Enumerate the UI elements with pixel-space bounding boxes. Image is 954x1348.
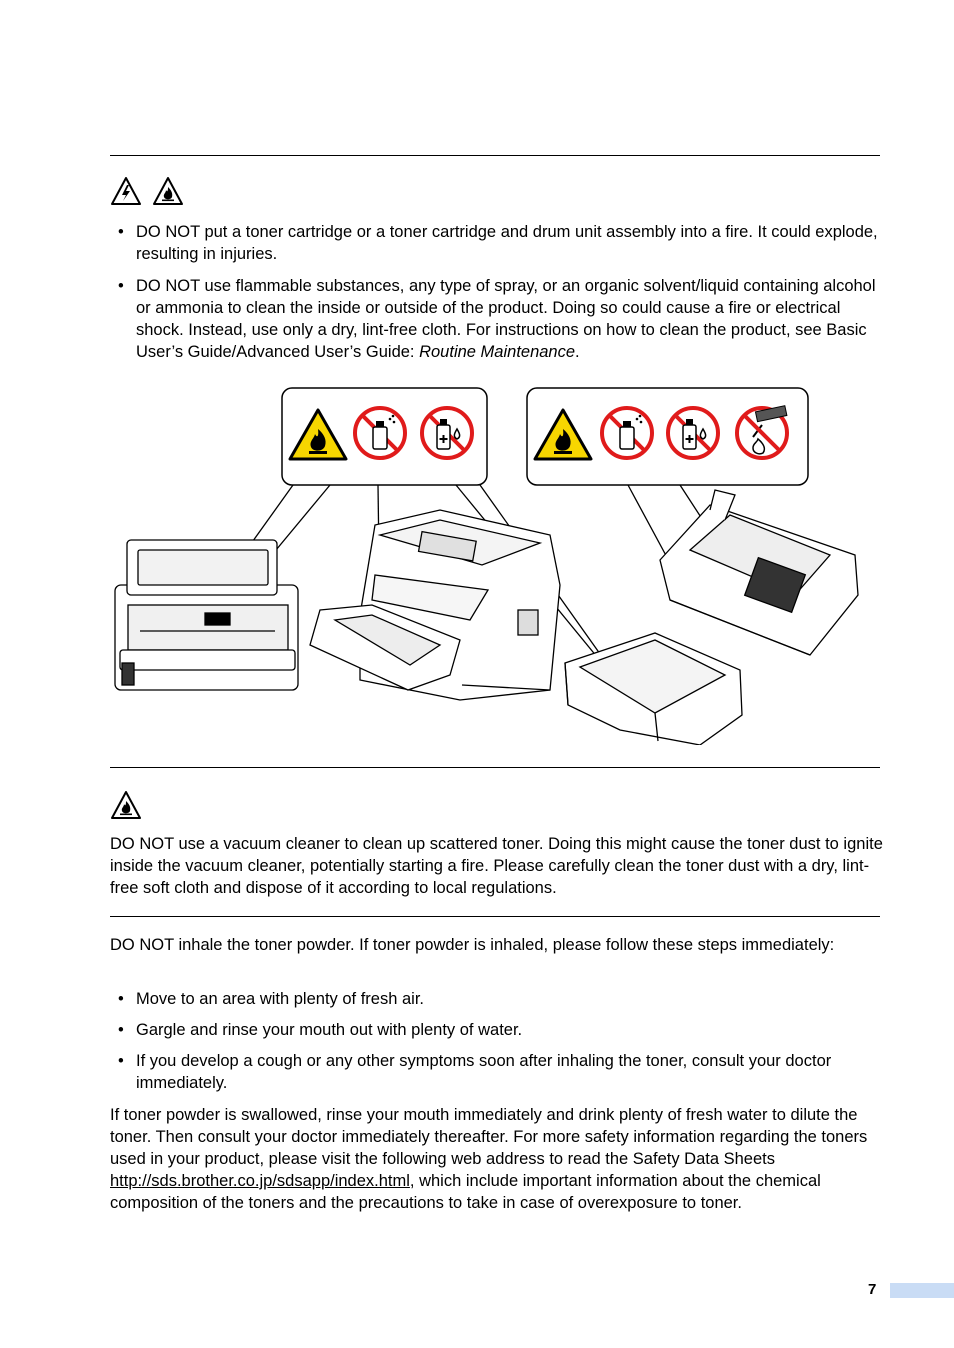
emphasis-text: Routine Maintenance bbox=[419, 343, 576, 361]
no-toner-in-fire-icon bbox=[737, 406, 787, 458]
no-flammable-liquid-icon bbox=[422, 408, 472, 458]
no-spray-icon bbox=[602, 408, 652, 458]
drum-unit-and-toner bbox=[660, 490, 858, 655]
page-number: 7 bbox=[868, 1281, 877, 1298]
list-item bbox=[110, 221, 885, 265]
list-item-text: Gargle and rinse your mouth out with plenty of water. bbox=[136, 1021, 523, 1039]
section-divider bbox=[110, 767, 880, 768]
fire-hazard-icon bbox=[152, 176, 184, 206]
page-tab-accent bbox=[890, 1283, 954, 1298]
fire-hazard-icon bbox=[110, 790, 142, 820]
fire-warning-list bbox=[110, 221, 885, 363]
sds-link[interactable]: http://sds.brother.co.jp/sdsapp/index.html bbox=[110, 1172, 410, 1190]
printer-back-view bbox=[115, 540, 298, 690]
electrical-hazard-icon bbox=[110, 176, 142, 206]
no-spray-icon bbox=[355, 408, 405, 458]
list-item-text: DO NOT use flammable substances, any type of spray, or an organic solvent/liquid containing alcohol or ammonia to clean the inside or outside of the product. Doing so could cause a fire or electrical shock. Instead, use only a dry, lint-free cloth. For instructions on how to clean the product, see Basic User’s Guide/Advanced User’s Guide: bbox=[136, 277, 876, 361]
hazard-icons bbox=[110, 790, 142, 820]
list-item bbox=[110, 1019, 885, 1041]
inhale-steps-list bbox=[110, 988, 885, 1094]
list-item bbox=[110, 988, 885, 1010]
list-item-text: Move to an area with plenty of fresh air. bbox=[136, 990, 424, 1008]
list-item bbox=[110, 1050, 885, 1094]
paragraph-text: , which include important information about the chemical composition of the toners and the precautions to take in case of overexposure to toner. bbox=[110, 1172, 821, 1212]
inhale-warning-intro: DO NOT inhale the toner powder. If toner powder is inhaled, please follow these steps immediately: bbox=[110, 936, 835, 954]
paragraph-text: If toner powder is swallowed, rinse your mouth immediately and drink plenty of fresh water to dilute the toner. Then consult your doctor immediately thereafter. For more safety information regarding the toners used in your product, please visit the following web address to read the Safety Data Sheets bbox=[110, 1106, 868, 1168]
swallow-warning-paragraph bbox=[110, 1104, 885, 1214]
printer-front-open bbox=[310, 510, 560, 700]
punctuation: . bbox=[575, 343, 580, 361]
list-item bbox=[110, 275, 885, 363]
section-divider bbox=[110, 155, 880, 156]
vacuum-warning-paragraph: DO NOT use a vacuum cleaner to clean up scattered toner. Doing this might cause the toner dust to ignite inside the vacuum cleaner, potentially starting a fire. Please carefully clean the toner dust with a dry, lint-free soft cloth and dispose of it according to local regulations. bbox=[110, 835, 883, 897]
no-flammable-liquid-icon bbox=[668, 408, 718, 458]
list-item-text: DO NOT put a toner cartridge or a toner cartridge and drum unit assembly into a fire. It could explode, resulting in injuries. bbox=[136, 223, 878, 263]
cleaning-warning-illustration bbox=[110, 385, 870, 745]
section-divider bbox=[110, 916, 880, 917]
list-item-text: If you develop a cough or any other symptoms soon after inhaling the toner, consult your doctor immediately. bbox=[136, 1052, 832, 1092]
hazard-icons bbox=[110, 176, 184, 206]
